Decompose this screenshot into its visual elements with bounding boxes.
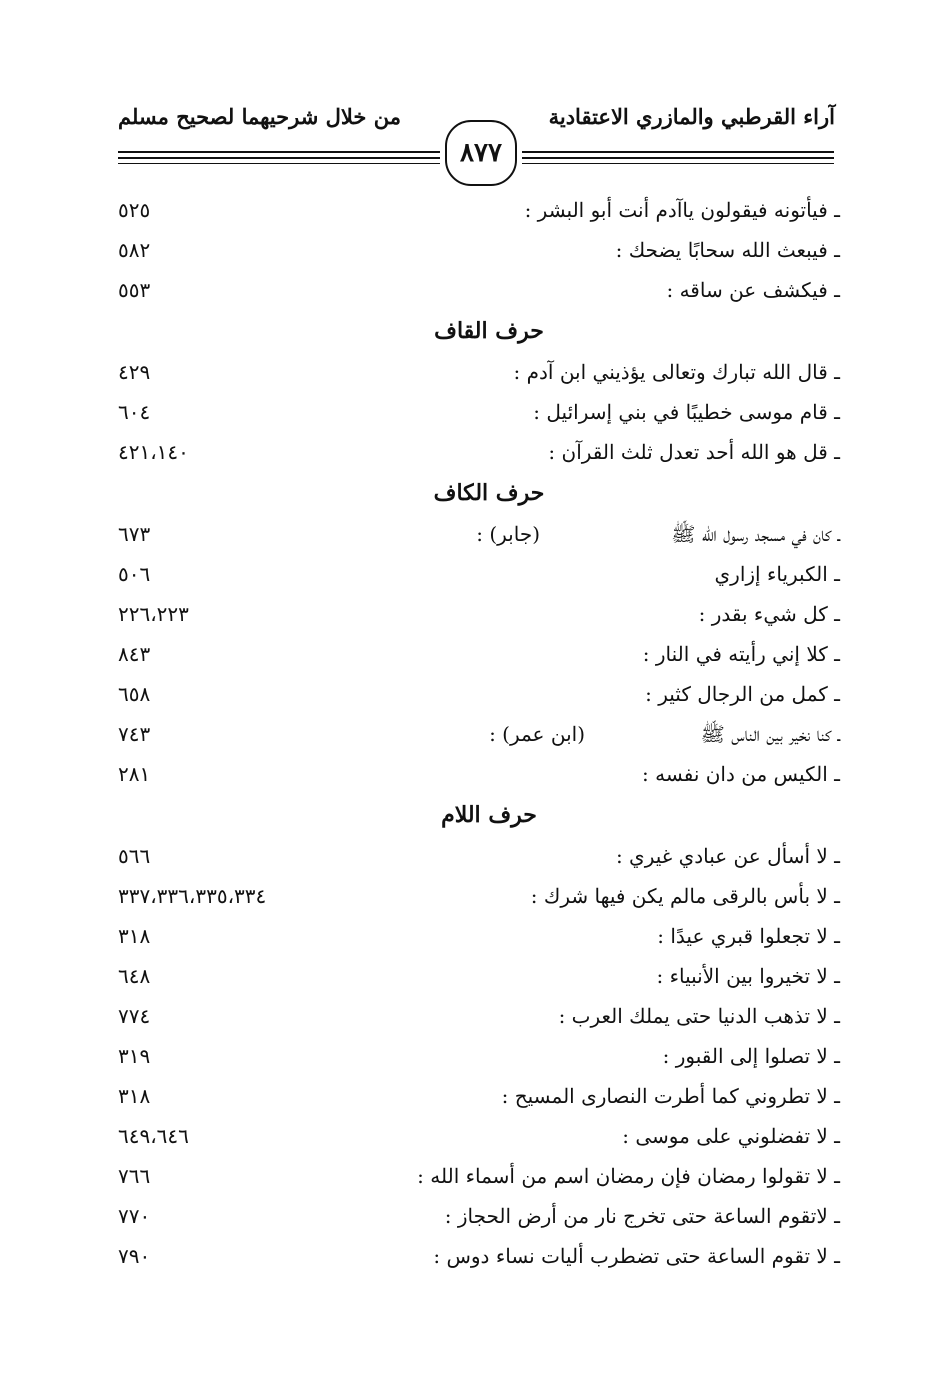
entry-narrator: (جابر) : bbox=[476, 522, 540, 546]
entry-page-numbers: ٧٧٠ bbox=[118, 1204, 151, 1228]
index-entry bbox=[118, 1236, 840, 1276]
index-entry bbox=[118, 996, 840, 1036]
running-header-left: من خلال شرحيهما لصحيح مسلم bbox=[118, 104, 401, 129]
entry-page-numbers: ٤٢٩ bbox=[118, 360, 151, 384]
entry-text: ـ لا تقوم الساعة حتى تضطرب أليات نساء دوس : bbox=[433, 1244, 840, 1268]
entry-text: ـ كان في مسجد رسول الله ﷺ bbox=[671, 522, 840, 546]
entry-page-numbers: ٢٨١ bbox=[118, 762, 151, 786]
index-entry bbox=[118, 270, 840, 310]
entry-page-numbers: ٣٣٧،٣٣٦،٣٣٥،٣٣٤ bbox=[118, 884, 267, 908]
entry-text: ـ لا بأس بالرقى مالم يكن فيها شرك : bbox=[530, 884, 840, 908]
index-entry bbox=[118, 432, 840, 472]
entry-text: ـ قل هو الله أحد تعدل ثلث القرآن : bbox=[548, 440, 840, 464]
index-entry bbox=[118, 190, 840, 230]
index-entry bbox=[118, 1076, 840, 1116]
index-entry bbox=[118, 876, 840, 916]
entry-text: ـ فيبعث الله سحابًا يضحك : bbox=[615, 238, 840, 262]
entry-page-numbers: ٨٤٣ bbox=[118, 642, 151, 666]
index-entry bbox=[118, 754, 840, 794]
entry-page-numbers: ٦٠٤ bbox=[118, 400, 151, 424]
entry-text: ـ كل شيء بقدر : bbox=[698, 602, 840, 626]
index-entry bbox=[118, 634, 840, 674]
index-entry bbox=[118, 554, 840, 594]
index-list bbox=[118, 190, 840, 1276]
entry-text: ـ قال الله تبارك وتعالى يؤذيني ابن آدم : bbox=[513, 360, 840, 384]
entry-page-numbers: ٧٧٤ bbox=[118, 1004, 151, 1028]
entry-text: ـ لاتقوم الساعة حتى تخرج نار من أرض الحجاز : bbox=[444, 1204, 840, 1228]
index-entry bbox=[118, 836, 840, 876]
index-entry bbox=[118, 514, 840, 554]
entry-page-numbers: ٦٤٩،٦٤٦ bbox=[118, 1124, 189, 1148]
index-entry bbox=[118, 594, 840, 634]
entry-text: ـ الكيس من دان نفسه : bbox=[642, 762, 840, 786]
entry-page-numbers: ٥٨٢ bbox=[118, 238, 151, 262]
entry-page-numbers: ٣١٨ bbox=[118, 924, 151, 948]
index-entry bbox=[118, 956, 840, 996]
entry-page-numbers: ٦٤٨ bbox=[118, 964, 151, 988]
index-entry bbox=[118, 1036, 840, 1076]
index-entry bbox=[118, 1116, 840, 1156]
header-rule-right-thin bbox=[522, 163, 834, 164]
index-entry bbox=[118, 352, 840, 392]
entry-text: ـ لا تقولوا رمضان فإن رمضان اسم من أسماء الله : bbox=[417, 1164, 840, 1188]
index-entry bbox=[118, 1156, 840, 1196]
running-header-right: آراء القرطبي والمازري الاعتقادية bbox=[548, 104, 835, 129]
entry-page-numbers: ٧٤٣ bbox=[118, 722, 151, 746]
entry-text: ـ لا تخيروا بين الأنبياء : bbox=[656, 964, 840, 988]
entry-text: ـ الكبرياء إزاري bbox=[714, 562, 840, 586]
entry-text: ـ لا أسأل عن عبادي غيري : bbox=[615, 844, 840, 868]
entry-page-numbers: ٧٩٠ bbox=[118, 1244, 151, 1268]
index-entry bbox=[118, 916, 840, 956]
entry-page-numbers: ٥٠٦ bbox=[118, 562, 151, 586]
index-entry bbox=[118, 392, 840, 432]
page-number: ٨٧٧ bbox=[445, 120, 517, 186]
entry-page-numbers: ٦٥٨ bbox=[118, 682, 151, 706]
entry-text: ـ كمل من الرجال كثير : bbox=[645, 682, 840, 706]
entry-text: ـ فيكشف عن ساقه : bbox=[666, 278, 840, 302]
header-rule-left-thin bbox=[118, 163, 440, 164]
entry-text: ـ فيأتونه فيقولون ياآدم أنت أبو البشر : bbox=[524, 198, 840, 222]
entry-narrator: (ابن عمر) : bbox=[489, 722, 585, 746]
section-heading: حرف القاف bbox=[434, 318, 544, 344]
entry-text: ـ لا تصلوا إلى القبور : bbox=[662, 1044, 840, 1068]
header-rule-right bbox=[522, 151, 834, 159]
section-heading: حرف الكاف bbox=[433, 480, 545, 506]
entry-page-numbers: ٣١٩ bbox=[118, 1044, 151, 1068]
index-entry bbox=[118, 1196, 840, 1236]
entry-text: ـ لا تجعلوا قبري عيدًا : bbox=[657, 924, 840, 948]
entry-page-numbers: ٥٦٦ bbox=[118, 844, 151, 868]
index-entry bbox=[118, 714, 840, 754]
entry-page-numbers: ٦٧٣ bbox=[118, 522, 151, 546]
entry-text: ـ قام موسى خطيبًا في بني إسرائيل : bbox=[533, 400, 840, 424]
header-rule-left bbox=[118, 151, 440, 159]
entry-page-numbers: ٢٢٦،٢٢٣ bbox=[118, 602, 189, 626]
entry-page-numbers: ٧٦٦ bbox=[118, 1164, 151, 1188]
entry-text: ـ كنا نخير بين الناس ﷺ bbox=[700, 722, 840, 746]
entry-text: ـ كلا إني رأيته في النار : bbox=[642, 642, 840, 666]
entry-text: ـ لا تطروني كما أطرت النصارى المسيح : bbox=[501, 1084, 840, 1108]
entry-page-numbers: ٣١٨ bbox=[118, 1084, 151, 1108]
index-entry bbox=[118, 230, 840, 270]
section-heading: حرف اللام bbox=[441, 802, 537, 828]
entry-page-numbers: ٤٢١،١٤٠ bbox=[118, 440, 189, 464]
entry-page-numbers: ٥٥٣ bbox=[118, 278, 151, 302]
entry-text: ـ لا تذهب الدنيا حتى يملك العرب : bbox=[558, 1004, 840, 1028]
index-entry bbox=[118, 674, 840, 714]
entry-text: ـ لا تفضلوني على موسى : bbox=[622, 1124, 840, 1148]
entry-page-numbers: ٥٢٥ bbox=[118, 198, 151, 222]
